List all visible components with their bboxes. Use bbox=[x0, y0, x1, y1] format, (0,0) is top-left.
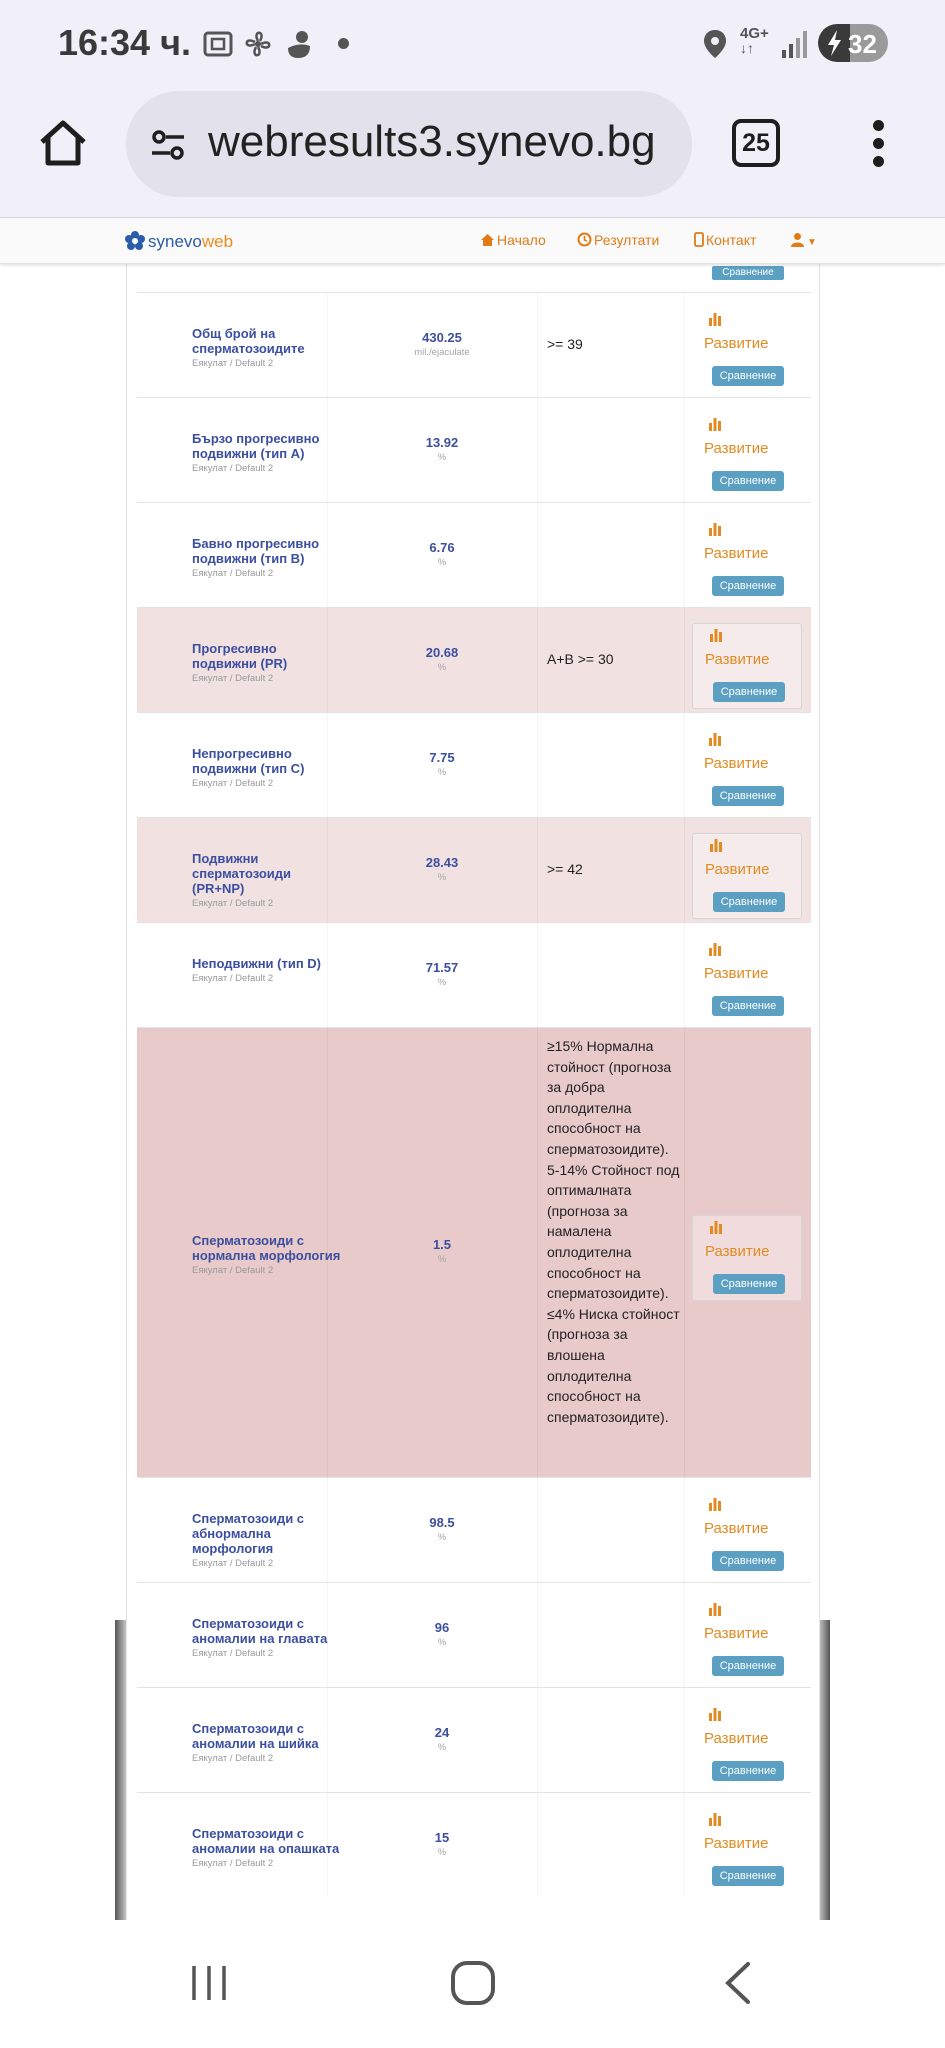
phone-icon bbox=[694, 232, 704, 247]
data-arrows-icon: ↓↑ bbox=[740, 40, 754, 56]
results-container bbox=[126, 264, 820, 1920]
test-name-cell bbox=[192, 431, 342, 474]
compare-button[interactable]: Сравнение bbox=[712, 1656, 784, 1676]
compare-button[interactable]: Сравнение bbox=[712, 1761, 784, 1781]
test-name-link[interactable]: Подвижни сперматозоиди (PR+NP) bbox=[192, 850, 292, 896]
result-unit: % bbox=[437, 1741, 447, 1753]
caret-down-icon: ▼ bbox=[807, 237, 817, 248]
test-sample-type: Еякулат / Default 2 bbox=[192, 567, 274, 579]
result-actions bbox=[692, 308, 802, 394]
reference-range: ≥15% Нормална стойност (прогноза за добра оплодителна способност на сперматозоидите). 5-14% Стойност под оптималната (прогноза за намалена оплодителна способност на сперматозоидите). ≤4% Ниска стойност (прогноза за влошена оплодителна способност на сперматозоидите). bbox=[547, 1038, 680, 1425]
result-unit: % bbox=[437, 556, 447, 568]
site-settings-icon[interactable] bbox=[148, 125, 188, 165]
result-value: 98.5 bbox=[429, 1514, 455, 1530]
duck-icon bbox=[282, 26, 318, 62]
bar-chart-icon[interactable] bbox=[708, 312, 722, 326]
result-unit: % bbox=[437, 1846, 447, 1858]
test-sample-type: Еякулат / Default 2 bbox=[192, 972, 274, 984]
result-value-cell bbox=[377, 540, 507, 568]
result-row bbox=[137, 502, 811, 607]
test-name-link[interactable]: Прогресивно подвижни (PR) bbox=[192, 640, 288, 671]
result-value-cell bbox=[377, 1620, 507, 1648]
result-value-cell bbox=[377, 855, 507, 883]
test-name-link[interactable]: Непрогресивно подвижни (тип C) bbox=[192, 745, 305, 776]
bar-chart-icon[interactable] bbox=[708, 1602, 722, 1616]
site-logo[interactable] bbox=[124, 230, 233, 252]
browser-toolbar bbox=[0, 88, 945, 218]
result-value-cell bbox=[377, 330, 507, 358]
clock-icon bbox=[577, 232, 592, 247]
test-sample-type: Еякулат / Default 2 bbox=[192, 357, 274, 369]
tab-switcher-button[interactable]: 25 bbox=[732, 119, 780, 167]
fan-icon bbox=[240, 26, 276, 62]
test-sample-type: Еякулат / Default 2 bbox=[192, 1857, 274, 1869]
result-value-cell bbox=[377, 1237, 507, 1265]
test-name-link[interactable]: Сперматозоиди с аномалии на шийка bbox=[192, 1720, 319, 1751]
flower-logo-icon bbox=[124, 230, 146, 252]
bar-chart-icon[interactable] bbox=[708, 732, 722, 746]
test-name-cell bbox=[192, 326, 342, 369]
battery-percent: 32 bbox=[848, 29, 877, 59]
result-value: 6.76 bbox=[429, 539, 455, 555]
reference-range: >= 42 bbox=[547, 860, 583, 877]
compare-button[interactable]: Сравнение bbox=[712, 576, 784, 596]
nav-contact[interactable] bbox=[694, 232, 756, 248]
screenshot-icon bbox=[200, 26, 236, 62]
compare-button[interactable]: Сравнение bbox=[713, 892, 785, 912]
logo-text-primary: synevo bbox=[148, 232, 202, 251]
development-link[interactable]: Развитие bbox=[705, 1243, 770, 1260]
result-actions bbox=[692, 413, 802, 499]
test-name-link[interactable]: Сперматозоиди с нормална морфология bbox=[192, 1233, 341, 1263]
reference-range: A+B >= 30 bbox=[547, 650, 614, 667]
result-value-cell bbox=[377, 645, 507, 673]
nav-home-label: Начало bbox=[497, 232, 546, 248]
compare-button[interactable]: Сравнение bbox=[712, 471, 784, 491]
test-name-cell bbox=[192, 1826, 342, 1869]
bar-chart-icon[interactable] bbox=[708, 417, 722, 431]
result-actions bbox=[692, 728, 802, 814]
test-sample-type: Еякулат / Default 2 bbox=[192, 462, 274, 474]
charging-icon bbox=[818, 24, 850, 62]
development-link[interactable]: Развитие bbox=[704, 1519, 769, 1537]
result-value: 13.92 bbox=[425, 434, 459, 450]
test-name-cell bbox=[192, 1616, 342, 1659]
test-name-cell bbox=[192, 956, 342, 984]
result-unit: % bbox=[437, 661, 447, 673]
results-table bbox=[137, 292, 811, 1897]
result-value: 15 bbox=[434, 1829, 450, 1845]
development-link[interactable]: Развитие bbox=[704, 544, 769, 562]
bar-chart-icon[interactable] bbox=[709, 838, 723, 852]
result-row bbox=[137, 397, 811, 502]
result-actions bbox=[692, 1808, 802, 1894]
compare-button[interactable]: Сравнение bbox=[712, 366, 784, 386]
status-time: 16:34 ч. bbox=[58, 22, 191, 63]
bar-chart-icon[interactable] bbox=[708, 942, 722, 956]
result-row bbox=[137, 1027, 811, 1477]
result-row bbox=[137, 817, 811, 922]
url-text[interactable]: webresults3.synevo.bg bbox=[208, 117, 656, 166]
result-value: 7.75 bbox=[429, 749, 455, 765]
compare-button[interactable]: Сравнение bbox=[712, 1551, 784, 1571]
result-value-cell bbox=[377, 1515, 507, 1543]
result-actions bbox=[692, 1215, 802, 1301]
result-actions bbox=[692, 833, 802, 919]
result-value-cell bbox=[377, 960, 507, 988]
test-name-cell bbox=[192, 1511, 342, 1569]
result-actions bbox=[692, 1703, 802, 1789]
compare-button[interactable]: Сравнение bbox=[713, 682, 785, 702]
development-link[interactable]: Развитие bbox=[705, 650, 770, 668]
result-unit: % bbox=[437, 1254, 447, 1265]
test-name-cell bbox=[192, 536, 342, 579]
result-value: 1.5 bbox=[432, 1237, 452, 1252]
result-value: 430.25 bbox=[422, 329, 462, 345]
battery-indicator bbox=[818, 24, 888, 62]
test-sample-type: Еякулат / Default 2 bbox=[192, 672, 274, 684]
test-name-cell bbox=[192, 746, 342, 789]
reference-range: >= 39 bbox=[547, 335, 583, 352]
test-name-cell bbox=[192, 1233, 342, 1276]
development-link[interactable]: Развитие bbox=[704, 439, 769, 457]
compare-button[interactable]: Сравнение bbox=[712, 786, 784, 806]
result-actions bbox=[692, 623, 802, 709]
result-row bbox=[137, 1477, 811, 1582]
signal-icon bbox=[778, 26, 814, 62]
nav-home[interactable] bbox=[480, 232, 546, 248]
compare-button[interactable]: Сравнение bbox=[713, 1274, 785, 1294]
result-unit: % bbox=[437, 871, 447, 883]
bar-chart-icon[interactable] bbox=[708, 522, 722, 536]
system-navigation-bar bbox=[0, 1920, 945, 2048]
overflow-menu-icon[interactable] bbox=[870, 120, 886, 168]
home-button-icon[interactable] bbox=[448, 1958, 498, 2008]
result-row bbox=[137, 607, 811, 712]
test-name-link[interactable]: Неподвижни (тип D) bbox=[192, 955, 322, 971]
nav-contact-label: Контакт bbox=[706, 232, 757, 248]
development-link[interactable]: Развитие bbox=[704, 964, 769, 982]
result-value: 96 bbox=[434, 1619, 450, 1635]
result-unit: % bbox=[437, 1636, 447, 1648]
result-unit: % bbox=[437, 1531, 447, 1543]
home-icon[interactable] bbox=[36, 116, 90, 170]
notification-dot bbox=[338, 38, 349, 49]
result-value-cell bbox=[377, 1725, 507, 1753]
house-icon bbox=[480, 232, 495, 247]
test-sample-type: Еякулат / Default 2 bbox=[192, 1752, 274, 1764]
network-type bbox=[740, 26, 769, 56]
test-name-link[interactable]: Бавно прогресивно подвижни (тип B) bbox=[192, 535, 320, 566]
bar-chart-icon[interactable] bbox=[708, 1812, 722, 1826]
test-name-cell bbox=[192, 1721, 342, 1764]
bar-chart-icon[interactable] bbox=[708, 1707, 722, 1721]
result-value: 28.43 bbox=[425, 854, 459, 870]
logo-text-secondary: web bbox=[201, 232, 234, 251]
test-sample-type: Еякулат / Default 2 bbox=[192, 1647, 274, 1659]
test-name-link[interactable]: Сперматозоиди с аномалии на главата bbox=[192, 1615, 328, 1646]
test-sample-type: Еякулат / Default 2 bbox=[192, 1557, 274, 1569]
result-unit: mil./ejaculate bbox=[414, 346, 470, 358]
result-row bbox=[137, 1582, 811, 1687]
result-unit: % bbox=[437, 451, 447, 463]
test-name-link[interactable]: Сперматозоиди с абнормална морфология bbox=[192, 1510, 305, 1556]
result-row bbox=[137, 292, 811, 397]
result-row bbox=[137, 1792, 811, 1897]
result-value: 20.68 bbox=[425, 644, 459, 660]
test-name-link[interactable]: Бързо прогресивно подвижни (тип А) bbox=[192, 430, 320, 461]
test-name-cell bbox=[192, 851, 342, 909]
compare-button[interactable]: Сравнение bbox=[712, 996, 784, 1016]
status-bar bbox=[0, 0, 945, 88]
user-icon bbox=[790, 232, 805, 247]
user-menu[interactable] bbox=[790, 232, 817, 248]
result-value: 71.57 bbox=[425, 959, 459, 975]
test-name-link[interactable]: Общ брой на сперматозоидите bbox=[192, 325, 305, 356]
result-actions bbox=[692, 1493, 802, 1579]
result-value-cell bbox=[377, 1830, 507, 1858]
result-value-cell bbox=[377, 750, 507, 778]
test-name-cell bbox=[192, 641, 342, 684]
compare-button[interactable]: Сравнение bbox=[712, 1866, 784, 1886]
test-sample-type: Еякулат / Default 2 bbox=[192, 897, 274, 909]
development-link[interactable]: Развитие bbox=[704, 1624, 769, 1642]
nav-results[interactable] bbox=[577, 232, 659, 248]
result-unit: % bbox=[437, 766, 447, 778]
development-link[interactable]: Развитие bbox=[705, 860, 770, 878]
result-value: 24 bbox=[434, 1724, 450, 1740]
test-name-link[interactable]: Сперматозоиди с аномалии на опашката bbox=[192, 1825, 340, 1856]
address-bar[interactable] bbox=[126, 91, 692, 197]
bar-chart-icon[interactable] bbox=[708, 1497, 722, 1511]
recent-apps-icon[interactable] bbox=[184, 1958, 234, 2008]
result-row bbox=[137, 922, 811, 1027]
result-unit: % bbox=[437, 976, 447, 988]
test-sample-type: Еякулат / Default 2 bbox=[192, 1265, 274, 1276]
bar-chart-icon[interactable] bbox=[709, 628, 723, 642]
result-actions bbox=[692, 1598, 802, 1684]
network-label: 4G+ bbox=[740, 25, 769, 42]
result-row bbox=[137, 1687, 811, 1792]
location-icon bbox=[697, 26, 733, 62]
result-row bbox=[137, 712, 811, 817]
compare-button-partial[interactable]: Сравнение bbox=[712, 266, 784, 280]
result-value-cell bbox=[377, 435, 507, 463]
result-actions bbox=[692, 518, 802, 604]
site-navbar bbox=[0, 218, 945, 264]
development-link[interactable]: Развитие bbox=[704, 1729, 769, 1747]
bar-chart-icon[interactable] bbox=[709, 1220, 723, 1234]
development-link[interactable]: Развитие bbox=[704, 1834, 769, 1852]
development-link[interactable]: Развитие bbox=[704, 754, 769, 772]
development-link[interactable]: Развитие bbox=[704, 334, 769, 352]
nav-results-label: Резултати bbox=[594, 232, 660, 248]
test-sample-type: Еякулат / Default 2 bbox=[192, 777, 274, 789]
back-icon[interactable] bbox=[714, 1958, 764, 2008]
result-actions bbox=[692, 938, 802, 1024]
